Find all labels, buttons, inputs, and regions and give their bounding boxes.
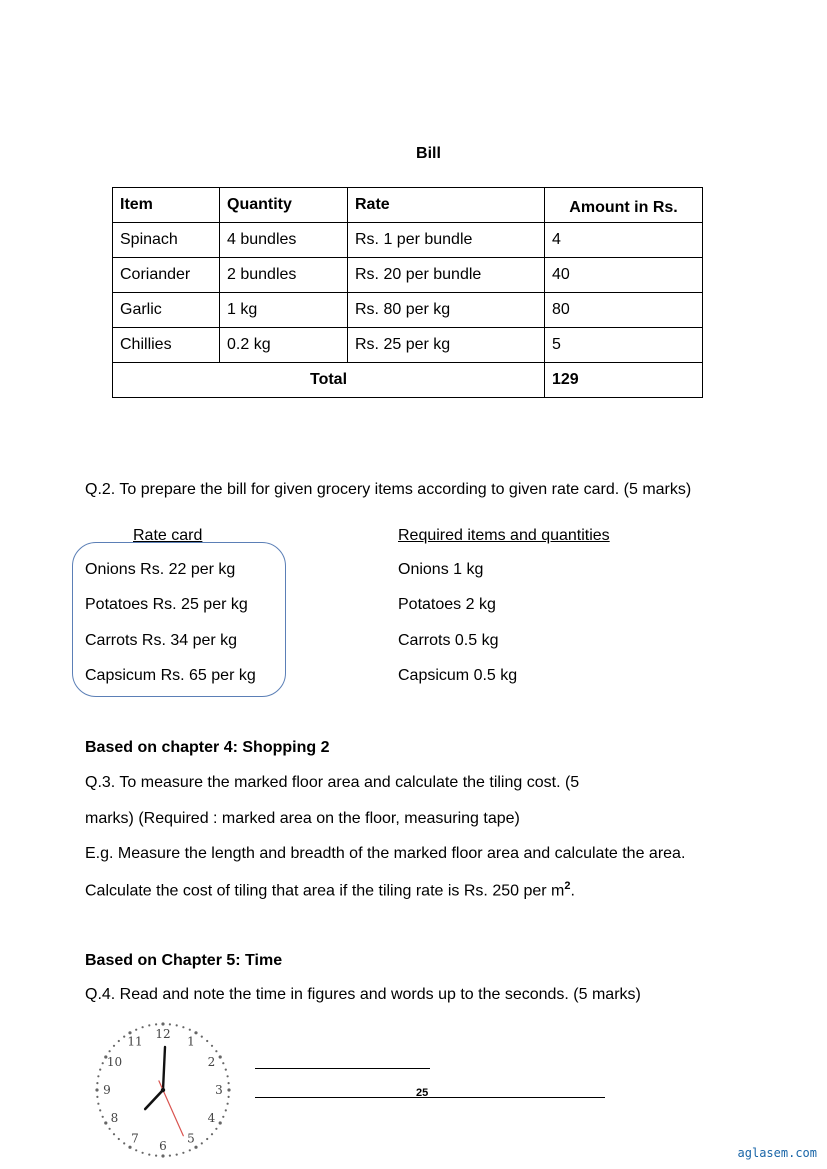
bill-header-row [113,188,703,223]
clock-tick [215,1128,217,1130]
cell-rate: Rs. 80 per kg [348,293,545,328]
clock-tick [228,1096,230,1098]
clock-tick [161,1022,164,1025]
clock-tick [228,1082,230,1084]
table-row [113,258,703,293]
clock-tick [102,1116,104,1118]
clock-tick [142,1152,144,1154]
cell-quantity: 2 bundles [220,258,348,293]
cell-rate: Rs. 25 per kg [348,328,545,363]
clock-tick [206,1138,208,1140]
clock-number: 12 [155,1027,171,1041]
clock-tick [96,1096,98,1098]
hour-hand [145,1090,163,1109]
bill-table [112,187,703,398]
q3-line-2: marks) (Required : marked area on the floor, measuring tape) [85,810,520,827]
clock-tick [113,1133,115,1135]
clock-number: 5 [187,1131,195,1146]
clock-tick [128,1146,131,1149]
clock-tick [227,1088,230,1091]
total-row [113,363,703,398]
clock-number: 9 [103,1083,111,1097]
cell-amount: 5 [545,328,703,363]
clock-number: 2 [207,1055,216,1069]
footer-watermark: aglasem.com [737,1146,817,1160]
header-amount: Amount in Rs. [545,188,703,223]
clock-tick [176,1024,178,1026]
clock-tick [135,1029,137,1031]
chapter5-heading: Based on Chapter 5: Time [85,952,283,969]
clock-tick [95,1088,98,1091]
clock-tick [227,1075,229,1077]
clock-tick [118,1040,120,1042]
clock-tick [194,1031,197,1034]
required-item: Capsicum 0.5 kg [398,667,518,684]
clock-tick [219,1055,222,1058]
cell-amount: 40 [545,258,703,293]
cell-item: Chillies [113,328,220,363]
clock-tick [225,1109,227,1111]
clock-tick [194,1146,197,1149]
minute-hand [163,1047,165,1090]
clock-tick [206,1040,208,1042]
chapter4-heading: Based on chapter 4: Shopping 2 [85,739,330,756]
superscript: 2 [564,880,571,892]
cell-item: Spinach [113,223,220,258]
answer-line-words[interactable] [255,1097,605,1098]
clock-number: 7 [131,1131,139,1146]
clock-tick [201,1142,203,1144]
required-item: Carrots 0.5 kg [398,632,499,649]
clock-tick [109,1050,111,1052]
clock-tick [135,1149,137,1151]
clock-tick [169,1155,171,1157]
rate-card-item: Onions Rs. 22 per kg [85,561,236,578]
clock-tick [222,1062,224,1064]
calculation-line [85,880,575,900]
answer-line-figures[interactable] [255,1068,430,1069]
rate-card-item: Capsicum Rs. 65 per kg [85,667,256,684]
clock-tick [102,1062,104,1064]
clock-tick [97,1103,99,1105]
clock-number: 6 [159,1139,167,1153]
clock-tick [176,1154,178,1156]
clock-number: 4 [207,1111,216,1125]
clock-tick [97,1075,99,1077]
table-row [113,223,703,258]
total-value: 129 [545,363,703,398]
table-row [113,328,703,363]
clock-tick [109,1128,111,1130]
q3-line-1: Q.3. To measure the marked floor area and calculate the tiling cost. (5 [85,774,580,791]
clock-tick [225,1069,227,1071]
clock-tick [189,1029,191,1031]
rate-card-item: Potatoes Rs. 25 per kg [85,596,248,613]
clock-tick [99,1109,101,1111]
clock-tick [148,1024,150,1026]
clock-number: 1 [187,1034,195,1049]
required-item: Onions 1 kg [398,561,484,578]
clock-number: 11 [127,1034,143,1049]
clock-tick [142,1026,144,1028]
clock-tick [148,1154,150,1156]
page-number: 25 [416,1087,429,1099]
clock-tick [161,1154,164,1157]
header-item: Item [113,188,220,223]
clock-tick [113,1045,115,1047]
cell-quantity: 1 kg [220,293,348,328]
header-quantity: Quantity [220,188,348,223]
clock-tick [123,1142,125,1144]
clock-tick [211,1133,213,1135]
clock-tick [104,1121,107,1124]
cell-rate: Rs. 20 per bundle [348,258,545,293]
clock-tick [182,1152,184,1154]
q2-text: Q.2. To prepare the bill for given grocery items according to given rate card. (5 marks) [85,481,692,498]
cell-item: Coriander [113,258,220,293]
clock-number: 3 [215,1083,223,1097]
clock-tick [99,1069,101,1071]
example-line: E.g. Measure the length and breadth of the marked floor area and calculate the area. [85,845,686,862]
table-row [113,293,703,328]
analog-clock [88,1018,238,1169]
clock-tick [215,1050,217,1052]
calculation-text: Calculate the cost of tiling that area if the tiling rate is Rs. 250 per m [85,882,565,900]
total-label: Total [113,363,545,398]
clock-tick [118,1138,120,1140]
clock-tick [155,1155,157,1157]
clock-hub [161,1088,165,1092]
cell-quantity: 4 bundles [220,223,348,258]
clock-tick [182,1026,184,1028]
cell-rate: Rs. 1 per bundle [348,223,545,258]
clock-tick [201,1036,203,1038]
clock-tick [169,1023,171,1025]
cell-quantity: 0.2 kg [220,328,348,363]
q4-text: Q.4. Read and note the time in figures and words up to the seconds. (5 marks) [85,986,641,1003]
clock-tick [222,1116,224,1118]
clock-tick [219,1121,222,1124]
cell-amount: 4 [545,223,703,258]
required-title: Required items and quantities [398,527,610,544]
clock-tick [155,1023,157,1025]
header-rate: Rate [348,188,545,223]
clock-number: 8 [110,1111,119,1125]
required-item: Potatoes 2 kg [398,596,496,613]
clock-number: 10 [106,1055,123,1069]
rate-card-item: Carrots Rs. 34 per kg [85,632,238,649]
clock-tick [227,1103,229,1105]
clock-tick [123,1036,125,1038]
rate-card-title: Rate card [133,527,203,544]
clock-tick [189,1149,191,1151]
bill-title: Bill [416,145,441,162]
clock-tick [96,1082,98,1084]
cell-item: Garlic [113,293,220,328]
clock-tick [211,1045,213,1047]
calculation-end: . [570,882,575,900]
cell-amount: 80 [545,293,703,328]
